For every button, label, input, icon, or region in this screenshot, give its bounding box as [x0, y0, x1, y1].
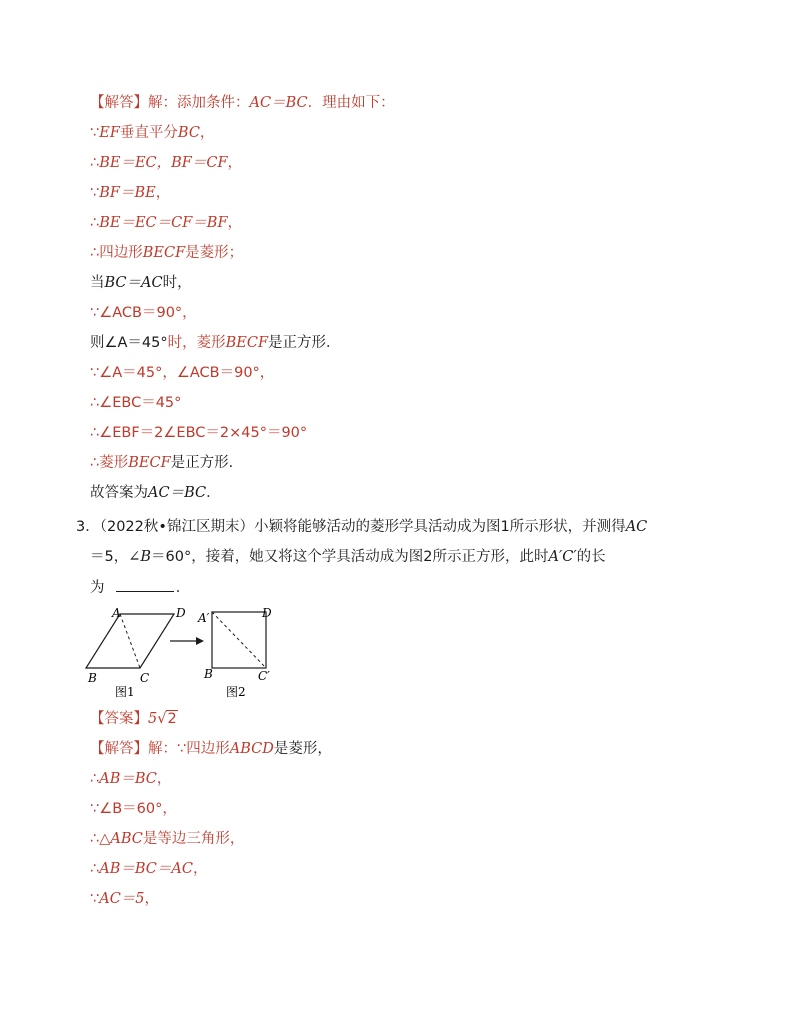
- therefore-symbol: ∴: [90, 425, 100, 441]
- therefore-symbol: ∴: [90, 455, 100, 471]
- step-math: ∠ACB＝90°，: [99, 305, 197, 321]
- step-line: [90, 829, 244, 849]
- question-source: （2022秋•锦江区期末）: [99, 519, 254, 535]
- diagonal-ac: [120, 614, 140, 668]
- solution-tag: 【解答】: [90, 741, 148, 757]
- therefore-symbol: ∴: [90, 831, 100, 847]
- question-text: 小颖将能够活动的菱形学具活动成为图1所示形状，并测得: [253, 519, 626, 535]
- because-symbol: ∵: [90, 125, 100, 141]
- label-B: B: [88, 671, 97, 685]
- step-math: BECF: [128, 455, 171, 471]
- question-3-line-3: [90, 577, 190, 598]
- step-line: [90, 393, 181, 413]
- step-text: ，: [144, 891, 160, 907]
- step-text: 四边形: [99, 245, 143, 261]
- solution-tag: 【解答】: [90, 95, 148, 111]
- label-D: D: [262, 606, 272, 620]
- step-math: AB＝BC: [99, 771, 157, 787]
- step-text: ，: [192, 861, 208, 877]
- question-3-line-1: [76, 517, 647, 537]
- therefore-symbol: ∴: [90, 215, 100, 231]
- then-line: [90, 333, 341, 353]
- step-math: BE＝EC，BF＝CF: [99, 155, 228, 171]
- solution-intro: 解：∵四边形: [148, 741, 230, 757]
- step-math: ∠A＝45°: [104, 335, 168, 351]
- step-math: AC＝BC: [148, 485, 207, 501]
- step-text: 是正方形．: [268, 335, 341, 351]
- step-text: 则: [90, 335, 105, 351]
- solution-intro: 解：添加条件：: [148, 95, 250, 111]
- step-math: BF＝BE: [99, 185, 156, 201]
- answer-coefficient: 5: [148, 711, 158, 727]
- step-text: 时，: [162, 275, 192, 291]
- step-text: 故答案为: [90, 485, 148, 501]
- step-math: BECF: [225, 335, 269, 351]
- question-text: ．: [175, 580, 191, 596]
- figure-2-caption: 图2: [226, 685, 246, 699]
- rhombus-shape: [86, 614, 174, 668]
- solution-3-header: [90, 739, 332, 759]
- solution-condition: AC＝BC: [249, 95, 308, 111]
- question-math: AC: [625, 519, 648, 535]
- label-B: B: [204, 667, 213, 681]
- therefore-symbol: ∴: [90, 155, 100, 171]
- step-text: 是正方形．: [170, 455, 244, 471]
- step-line: [90, 423, 307, 443]
- step-text: ，: [227, 215, 243, 231]
- because-symbol: ∵: [90, 891, 100, 907]
- step-math: ∠B＝60°，: [99, 801, 177, 817]
- answer-blank: [116, 577, 174, 592]
- question-number: 3．: [76, 519, 100, 535]
- question-math: ∠B: [128, 549, 152, 565]
- final-answer-line: [90, 483, 221, 503]
- step-text: 当: [90, 275, 105, 291]
- because-symbol: ∵: [90, 801, 100, 817]
- solution-intro-end: 是菱形，: [273, 741, 332, 757]
- question-text: ＝5，: [90, 549, 129, 565]
- step-line: [90, 123, 214, 143]
- question-math: A′C′: [548, 549, 577, 565]
- step-math: AC＝5: [99, 891, 145, 907]
- therefore-symbol: ∴: [90, 861, 100, 877]
- step-line: [90, 453, 243, 473]
- sqrt-symbol: √: [157, 711, 167, 727]
- solution-header: [90, 93, 395, 113]
- step-line: [90, 859, 207, 879]
- solution-intro-end: ．理由如下：: [307, 95, 395, 111]
- label-C: C: [140, 671, 150, 685]
- step-text: ，: [199, 125, 215, 141]
- step-line: [90, 243, 243, 263]
- step-line: [90, 889, 159, 909]
- step-math: BC: [177, 125, 200, 141]
- label-D: D: [176, 606, 186, 620]
- label-C-prime: C′: [258, 669, 270, 683]
- step-text: ，: [227, 155, 243, 171]
- because-symbol: ∵: [90, 305, 100, 321]
- step-text: ．: [206, 485, 221, 501]
- step-math: ∠EBC＝45°: [99, 395, 182, 411]
- step-line: [90, 769, 171, 789]
- step-line: [90, 363, 274, 383]
- step-text: ，: [156, 771, 172, 787]
- figure-1-caption: 图1: [115, 685, 135, 699]
- label-A-prime: A′: [198, 611, 210, 625]
- because-symbol: ∵: [90, 185, 100, 201]
- step-math: AB＝BC＝AC: [99, 861, 193, 877]
- therefore-symbol: ∴: [90, 395, 100, 411]
- diagonal-a-c: [212, 612, 266, 668]
- rhombus-figure: [84, 604, 304, 704]
- answer-tag: 【答案】: [90, 711, 148, 727]
- step-math: △ABC: [99, 831, 143, 847]
- step-line: [90, 303, 197, 323]
- step-text: 是菱形；: [185, 245, 244, 261]
- step-text: 是等边三角形，: [142, 831, 245, 847]
- question-text: ＝60°，接着，她又将这个学具活动成为图2所示正方形，此时: [151, 549, 549, 565]
- step-text: 菱形: [99, 455, 129, 471]
- because-symbol: ∵: [90, 365, 100, 381]
- therefore-symbol: ∴: [90, 771, 100, 787]
- solution-math: ABCD: [229, 741, 274, 757]
- label-A: A: [112, 606, 121, 620]
- step-text: 垂直平分: [119, 125, 178, 141]
- step-math: BC＝AC: [104, 275, 163, 291]
- answer-line: [90, 709, 178, 729]
- step-line: [90, 213, 242, 233]
- step-math: BECF: [142, 245, 186, 261]
- question-text: 的长: [576, 549, 606, 565]
- step-line: [90, 183, 170, 203]
- answer-radicand: 2: [167, 711, 177, 727]
- step-math: ∠EBF＝2∠EBC＝2×45°＝90°: [99, 425, 308, 441]
- arrow-head: [196, 637, 204, 645]
- step-text: 时，菱形: [167, 335, 226, 351]
- step-text: ，: [155, 185, 171, 201]
- step-math: ∠A＝45°，∠ACB＝90°，: [99, 365, 275, 381]
- therefore-symbol: ∴: [90, 245, 100, 261]
- step-math: EF: [99, 125, 120, 141]
- step-line: [90, 799, 177, 819]
- step-line: [90, 153, 242, 173]
- question-3-line-2: [90, 547, 606, 567]
- step-math: BE＝EC＝CF＝BF: [99, 215, 228, 231]
- question-text: 为: [90, 580, 105, 596]
- condition-line: [90, 273, 192, 293]
